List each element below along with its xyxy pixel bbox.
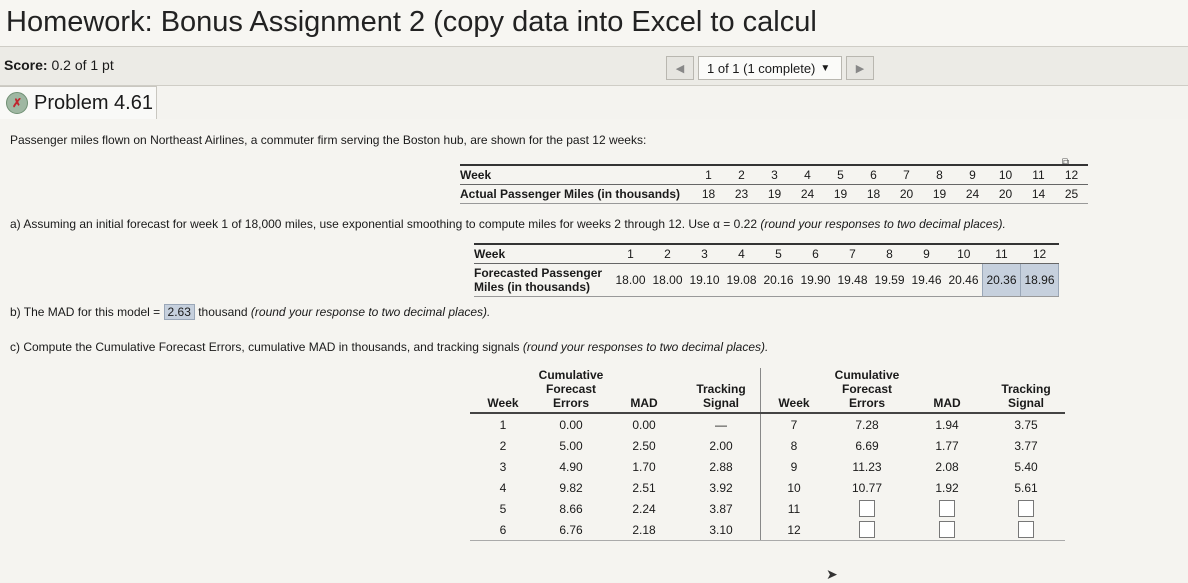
week-cell: 7	[761, 413, 828, 435]
week-cell: 2	[649, 244, 686, 264]
next-question-button[interactable]	[846, 56, 874, 80]
th-ts-left: Tracking Signal	[682, 368, 761, 413]
ts-answer-input[interactable]	[1018, 500, 1034, 517]
mad-cell: 1.94	[935, 417, 959, 432]
forecast-week-header: Week	[474, 244, 612, 264]
ts-cell: 3.92	[709, 480, 733, 495]
part-c-text	[10, 340, 768, 354]
week-cell: 10	[989, 165, 1022, 185]
week-cell: 8	[761, 435, 828, 456]
score-bar	[0, 47, 1188, 86]
intro-text: Passenger miles flown on Northeast Airlines, a commuter firm serving the Boston hub, are shown for the past 12 weeks:	[10, 133, 647, 147]
week-cell: 12	[1021, 244, 1059, 264]
table-row	[470, 477, 1065, 498]
question-pager	[666, 56, 874, 80]
table-row	[470, 456, 1065, 477]
actual-cell: 25	[1055, 185, 1088, 204]
ts-cell: 3.77	[1014, 438, 1038, 453]
actual-cell: 14	[1022, 185, 1055, 204]
week-cell: 9	[761, 456, 828, 477]
week-cell: 11	[983, 244, 1021, 264]
forecast-cell: 19.08	[723, 264, 760, 297]
prev-question-button[interactable]	[666, 56, 694, 80]
ts-cell: 3.87	[709, 501, 733, 516]
ts-cell: 5.40	[1014, 459, 1038, 474]
week-cell: 10	[761, 477, 828, 498]
problem-content	[0, 119, 1188, 582]
mad-cell: 2.51	[632, 480, 656, 495]
actual-cell: 20	[890, 185, 923, 204]
question-select[interactable]	[698, 56, 842, 80]
th-cfe-right: Cumulative Forecast Errors	[827, 368, 907, 413]
th-mad-left: MAD	[606, 368, 682, 413]
mad-answer-input[interactable]	[939, 500, 955, 517]
forecast-cell: 18.00	[649, 264, 686, 297]
part-b-prompt: b) The MAD for this model =	[10, 305, 164, 319]
actual-cell: 18	[692, 185, 725, 204]
forecast-cell: 20.16	[760, 264, 797, 297]
cfe-cell: 4.90	[559, 459, 583, 474]
week-cell: 8	[923, 165, 956, 185]
mouse-cursor-icon: ➤	[826, 566, 838, 582]
ts-answer-input[interactable]	[1018, 521, 1034, 538]
right-triangle-icon: ▶	[855, 62, 865, 75]
cfe-cell: 11.23	[852, 459, 882, 474]
actual-cell: 19	[758, 185, 791, 204]
table-row	[470, 413, 1065, 435]
week-cell: 10	[945, 244, 983, 264]
part-b-text	[10, 305, 490, 319]
cfe-answer-input[interactable]	[859, 500, 875, 517]
week-cell: 3	[499, 459, 507, 474]
dropdown-triangle-icon: ▼	[820, 62, 831, 74]
mad-cell: 0.00	[632, 417, 656, 432]
ts-cell: 3.75	[1014, 417, 1038, 432]
week-cell: 4	[499, 480, 507, 495]
problem-tab[interactable]	[0, 86, 157, 120]
cfe-cell: 7.28	[855, 417, 879, 432]
actual-cell: 19	[923, 185, 956, 204]
actual-cell: 24	[956, 185, 989, 204]
score-label: Score:	[4, 57, 48, 73]
part-b-instruction: (round your response to two decimal places).	[250, 305, 491, 319]
th-week-left: Week	[470, 368, 536, 413]
week-cell: 11	[761, 498, 828, 519]
week-cell: 11	[1022, 165, 1055, 185]
cfe-cell: 6.76	[536, 519, 606, 541]
mad-answer-cell	[907, 498, 987, 519]
th-mad-right: MAD	[907, 368, 987, 413]
ts-cell: 2.00	[709, 438, 733, 453]
page-title: Homework: Bonus Assignment 2 (copy data into Excel to calcul	[6, 6, 817, 38]
week-cell: 7	[890, 165, 923, 185]
week-cell: 7	[834, 244, 871, 264]
week-cell: 5	[760, 244, 797, 264]
actual-cell: 24	[791, 185, 824, 204]
mad-cell: 2.50	[632, 438, 656, 453]
score-value: 0.2 of 1 pt	[51, 57, 114, 73]
week-cell: 4	[791, 165, 824, 185]
th-cfe-left: Cumulative Forecast Errors	[536, 368, 606, 413]
week-cell: 3	[686, 244, 723, 264]
part-a-prompt: a) Assuming an initial forecast for week 1 of 18,000 miles, use exponential smoothing to compute miles for weeks 2 through 12. Use α = 0.22	[10, 217, 761, 231]
forecast-table	[474, 243, 1059, 297]
forecast-answer-input[interactable]: 18.96	[1021, 264, 1059, 297]
actual-miles-header: Actual Passenger Miles (in thousands)	[460, 185, 692, 204]
actual-data-table	[460, 164, 1088, 204]
mad-answer-input[interactable]: 2.63	[164, 304, 195, 320]
week-cell: 3	[758, 165, 791, 185]
forecast-cell: 19.48	[834, 264, 871, 297]
th-ts-right: Tracking Signal	[987, 368, 1065, 413]
cfe-cell: 5.00	[559, 438, 583, 453]
week-cell: 2	[499, 438, 507, 453]
tracking-table	[470, 368, 1065, 541]
actual-cell: 18	[857, 185, 890, 204]
mad-answer-input[interactable]	[939, 521, 955, 538]
actual-cell: 23	[725, 185, 758, 204]
ts-answer-cell	[987, 498, 1065, 519]
left-triangle-icon: ◀	[675, 62, 685, 75]
table-row	[470, 519, 1065, 541]
cfe-answer-cell	[827, 519, 907, 541]
week-cell: 1	[499, 417, 507, 432]
week-cell: 1	[692, 165, 725, 185]
mad-cell: 2.18	[606, 519, 682, 541]
incorrect-x-icon: ✗	[6, 92, 28, 114]
forecast-cell: 19.90	[797, 264, 834, 297]
week-cell: 5	[824, 165, 857, 185]
forecast-cell: 19.10	[686, 264, 723, 297]
ts-cell: 5.61	[1014, 480, 1038, 495]
part-c-prompt: c) Compute the Cumulative Forecast Errors, cumulative MAD in thousands, and tracking signals	[10, 340, 523, 354]
ts-cell: 2.88	[709, 459, 733, 474]
week-cell: 4	[723, 244, 760, 264]
mad-cell: 1.70	[632, 459, 656, 474]
week-cell: 12	[1055, 165, 1088, 185]
week-cell: 9	[908, 244, 945, 264]
part-b-unit: thousand	[194, 305, 251, 319]
mad-cell: 2.08	[935, 459, 959, 474]
ts-cell: —	[715, 417, 727, 432]
week-header: Week	[460, 165, 692, 185]
part-c-instruction: (round your responses to two decimal places).	[522, 340, 769, 354]
part-a-text	[10, 217, 1006, 231]
week-cell: 6	[857, 165, 890, 185]
cfe-answer-input[interactable]	[859, 521, 875, 538]
forecast-cell: 20.46	[945, 264, 983, 297]
ts-answer-cell	[987, 519, 1065, 541]
problem-title: Problem 4.61	[34, 91, 153, 114]
cfe-cell: 9.82	[559, 480, 583, 495]
table-row	[470, 498, 1065, 519]
title-bar	[0, 0, 1188, 47]
copy-data-icon[interactable]: ⧉	[1062, 157, 1070, 168]
week-cell: 6	[470, 519, 536, 541]
week-cell: 5	[499, 501, 507, 516]
forecast-answer-input[interactable]: 20.36	[983, 264, 1021, 297]
cfe-cell: 6.69	[855, 438, 879, 453]
week-cell: 2	[725, 165, 758, 185]
forecast-cell: 19.59	[871, 264, 908, 297]
week-cell: 9	[956, 165, 989, 185]
forecast-cell: 18.00	[612, 264, 649, 297]
mad-cell: 1.92	[935, 480, 959, 495]
mad-cell: 2.24	[632, 501, 656, 516]
th-week-right: Week	[761, 368, 828, 413]
week-cell: 8	[871, 244, 908, 264]
table-row	[470, 435, 1065, 456]
mad-answer-cell	[907, 519, 987, 541]
forecast-miles-header: Forecasted Passenger Miles (in thousands)	[474, 264, 612, 297]
part-a-instruction: (round your responses to two decimal places).	[760, 217, 1006, 231]
cfe-cell: 10.77	[851, 480, 883, 495]
ts-cell: 3.10	[682, 519, 761, 541]
actual-cell: 19	[824, 185, 857, 204]
score-display	[4, 57, 114, 73]
cfe-answer-cell	[827, 498, 907, 519]
cfe-cell: 8.66	[559, 501, 583, 516]
mad-cell: 1.77	[935, 438, 959, 453]
cfe-cell: 0.00	[559, 417, 583, 432]
week-cell: 12	[761, 519, 828, 541]
actual-cell: 20	[989, 185, 1022, 204]
week-cell: 1	[612, 244, 649, 264]
forecast-cell: 19.46	[908, 264, 945, 297]
week-cell: 6	[797, 244, 834, 264]
question-select-label: 1 of 1 (1 complete)	[707, 60, 816, 76]
